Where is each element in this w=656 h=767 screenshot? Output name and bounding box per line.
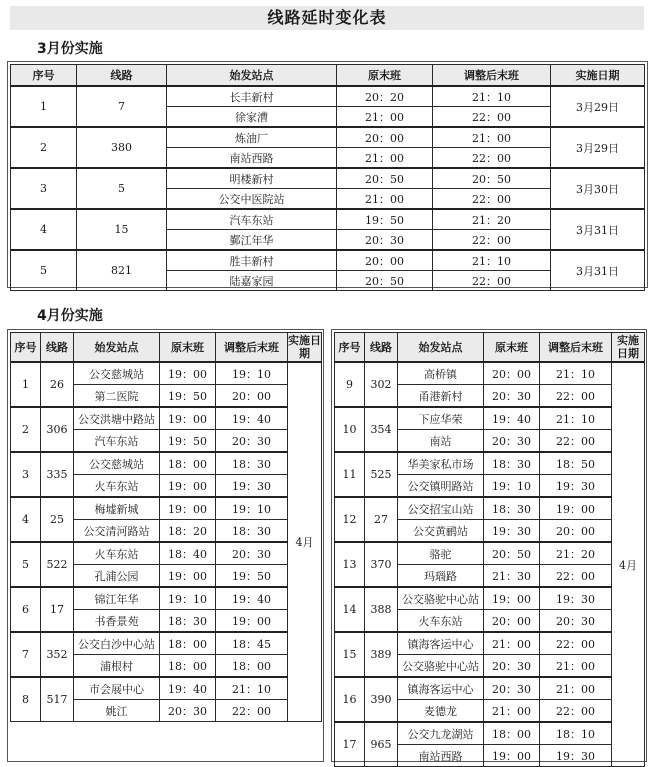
- march-section-label: 3月份实施: [37, 41, 103, 57]
- route-number: 7: [11, 632, 41, 677]
- origin-stop: 公交镇明路站: [398, 475, 484, 498]
- adjusted-last-bus: 18：10: [540, 722, 612, 745]
- header-date: 实施日期: [288, 334, 321, 360]
- origin-stop: 明楼新村: [167, 168, 337, 189]
- table-row: [11, 250, 645, 271]
- header-stop: 始发站点: [74, 333, 160, 363]
- route-number: 14: [335, 587, 365, 632]
- original-last-bus: 18：00: [160, 632, 216, 655]
- adjusted-last-bus: 21：00: [540, 655, 612, 678]
- adjusted-last-bus: 21：20: [540, 542, 612, 565]
- header-adj: 调整后末班: [216, 333, 288, 363]
- implementation-date: 3月31日: [551, 209, 645, 250]
- route-number: 1: [11, 362, 41, 407]
- origin-stop: 胜丰新村: [167, 250, 337, 271]
- original-last-bus: 20：30: [160, 700, 216, 722]
- origin-stop: 锦江年华: [74, 587, 160, 610]
- adjusted-last-bus: 21：10: [433, 250, 551, 271]
- table-row: [335, 677, 645, 700]
- implementation-date: 3月31日: [551, 250, 645, 291]
- origin-stop: 南站西路: [167, 148, 337, 169]
- adjusted-last-bus: 22：00: [540, 565, 612, 588]
- table-row: [335, 362, 645, 385]
- origin-stop: 公交中医院站: [167, 189, 337, 210]
- route-number: 5: [11, 542, 41, 587]
- line-number: 380: [77, 127, 167, 168]
- original-last-bus: 18：00: [160, 452, 216, 475]
- title-bar: [10, 6, 644, 30]
- adjusted-last-bus: 22：00: [540, 385, 612, 408]
- adjusted-last-bus: 20：30: [216, 430, 288, 453]
- original-last-bus: 20：50: [484, 542, 540, 565]
- adjusted-last-bus: 22：00: [433, 107, 551, 128]
- route-number: 3: [11, 452, 41, 497]
- adjusted-last-bus: 22：00: [540, 632, 612, 655]
- header-orig: 原末班: [337, 65, 433, 87]
- original-last-bus: 18：30: [484, 497, 540, 520]
- origin-stop: 公交清河路站: [74, 520, 160, 543]
- origin-stop: 火车东站: [398, 610, 484, 633]
- page-title: 线路延时变化表: [267, 8, 387, 27]
- line-number: 389: [365, 632, 398, 677]
- route-number: 11: [335, 452, 365, 497]
- adjusted-last-bus: 19：10: [216, 362, 288, 385]
- adjusted-last-bus: 20：00: [216, 385, 288, 408]
- original-last-bus: 20：00: [484, 362, 540, 385]
- original-last-bus: 19：50: [337, 209, 433, 230]
- table-row: [335, 722, 645, 745]
- adjusted-last-bus: 19：00: [540, 497, 612, 520]
- route-number: 12: [335, 497, 365, 542]
- origin-stop: 公交招宝山站: [398, 497, 484, 520]
- origin-stop: 公交黄鹂站: [398, 520, 484, 543]
- original-last-bus: 20：20: [337, 86, 433, 107]
- origin-stop: 高桥镇: [398, 362, 484, 385]
- origin-stop: 长丰新村: [167, 86, 337, 107]
- adjusted-last-bus: 22：00: [433, 189, 551, 210]
- table-row: [11, 587, 322, 610]
- route-number: 3: [11, 168, 77, 209]
- adjusted-last-bus: 22：00: [540, 700, 612, 723]
- header-orig: 原末班: [484, 333, 540, 363]
- original-last-bus: 18：00: [160, 655, 216, 678]
- header-line: 线路: [365, 333, 398, 363]
- adjusted-last-bus: 22：00: [540, 430, 612, 453]
- origin-stop: 陆嘉家园: [167, 271, 337, 291]
- line-number: 17: [41, 587, 74, 632]
- header-stop: 始发站点: [398, 333, 484, 363]
- header-adj: 调整后末班: [433, 65, 551, 87]
- original-last-bus: 19：50: [160, 385, 216, 408]
- line-number: 354: [365, 407, 398, 452]
- april-right-header-row: [335, 333, 645, 363]
- header-line: 线路: [41, 333, 74, 363]
- table-row: [11, 168, 645, 189]
- adjusted-last-bus: 18：50: [540, 452, 612, 475]
- route-number: 4: [11, 497, 41, 542]
- original-last-bus: 18：40: [160, 542, 216, 565]
- line-number: 27: [365, 497, 398, 542]
- original-last-bus: 21：00: [484, 632, 540, 655]
- adjusted-last-bus: 20：00: [540, 520, 612, 543]
- origin-stop: 公交骆驼中心站: [398, 655, 484, 678]
- header-no: 序号: [335, 333, 365, 363]
- implementation-date: 4月: [288, 362, 322, 722]
- line-number: 302: [365, 362, 398, 407]
- origin-stop: 公交白沙中心站: [74, 632, 160, 655]
- origin-stop: 浦根村: [74, 655, 160, 678]
- line-number: 335: [41, 452, 74, 497]
- original-last-bus: 18：30: [484, 452, 540, 475]
- adjusted-last-bus: 19：30: [540, 587, 612, 610]
- original-last-bus: 21：00: [337, 148, 433, 169]
- adjusted-last-bus: 21：10: [540, 362, 612, 385]
- table-row: [11, 452, 322, 475]
- original-last-bus: 19：10: [484, 475, 540, 498]
- line-number: 7: [77, 86, 167, 127]
- route-number: 10: [335, 407, 365, 452]
- implementation-date: 3月30日: [551, 168, 645, 209]
- route-number: 8: [11, 677, 41, 722]
- table-row: [11, 209, 645, 230]
- original-last-bus: 20：00: [337, 127, 433, 148]
- header-stop: 始发站点: [167, 65, 337, 87]
- origin-stop: 书香景苑: [74, 610, 160, 633]
- origin-stop: 市会展中心: [74, 677, 160, 700]
- line-number: 370: [365, 542, 398, 587]
- line-number: 15: [77, 209, 167, 250]
- route-number: 9: [335, 362, 365, 407]
- route-number: 4: [11, 209, 77, 250]
- route-number: 5: [11, 250, 77, 291]
- route-number: 2: [11, 127, 77, 168]
- line-number: 5: [77, 168, 167, 209]
- adjusted-last-bus: 20：30: [216, 542, 288, 565]
- route-number: 2: [11, 407, 41, 452]
- original-last-bus: 20：30: [484, 430, 540, 453]
- adjusted-last-bus: 18：00: [216, 655, 288, 678]
- adjusted-last-bus: 22：00: [433, 230, 551, 251]
- origin-stop: 公交慈城站: [74, 452, 160, 475]
- table-row: [11, 497, 322, 520]
- route-number: 13: [335, 542, 365, 587]
- adjusted-last-bus: 19：10: [216, 497, 288, 520]
- line-number: 25: [41, 497, 74, 542]
- route-number: 15: [335, 632, 365, 677]
- route-number: 17: [335, 722, 365, 767]
- header-adj: 调整后末班: [540, 333, 612, 363]
- table-row: [335, 407, 645, 430]
- origin-stop: 梅墟新城: [74, 497, 160, 520]
- adjusted-last-bus: 19：40: [216, 407, 288, 430]
- origin-stop: 下应华荣: [398, 407, 484, 430]
- origin-stop: 南站: [398, 430, 484, 453]
- origin-stop: 玛瑙路: [398, 565, 484, 588]
- adjusted-last-bus: 21：10: [216, 677, 288, 700]
- original-last-bus: 19：00: [160, 475, 216, 498]
- line-number: 26: [41, 362, 74, 407]
- line-number: 390: [365, 677, 398, 722]
- march-table: [10, 64, 645, 291]
- april-section-label: 4月份实施: [37, 308, 103, 324]
- table-row: [11, 407, 322, 430]
- header-line: 线路: [77, 65, 167, 87]
- origin-stop: 第二医院: [74, 385, 160, 408]
- original-last-bus: 21：30: [484, 565, 540, 588]
- original-last-bus: 19：00: [484, 745, 540, 767]
- implementation-date: 4月: [612, 362, 645, 767]
- implementation-date: 3月29日: [551, 86, 645, 127]
- table-row: [11, 362, 322, 385]
- line-number: 388: [365, 587, 398, 632]
- origin-stop: 华美家私市场: [398, 452, 484, 475]
- origin-stop: 炼油厂: [167, 127, 337, 148]
- header-orig: 原末班: [160, 333, 216, 363]
- original-last-bus: 20：30: [484, 677, 540, 700]
- adjusted-last-bus: 18：30: [216, 520, 288, 543]
- original-last-bus: 18：20: [160, 520, 216, 543]
- original-last-bus: 20：30: [484, 385, 540, 408]
- original-last-bus: 19：50: [160, 430, 216, 453]
- adjusted-last-bus: 22：00: [433, 271, 551, 291]
- header-no: 序号: [11, 65, 77, 87]
- original-last-bus: 20：50: [337, 168, 433, 189]
- table-row: [335, 497, 645, 520]
- header-no: 序号: [11, 333, 41, 363]
- adjusted-last-bus: 21：20: [433, 209, 551, 230]
- adjusted-last-bus: 19：40: [216, 587, 288, 610]
- adjusted-last-bus: 21：10: [540, 407, 612, 430]
- original-last-bus: 19：00: [160, 362, 216, 385]
- original-last-bus: 19：10: [160, 587, 216, 610]
- line-number: 517: [41, 677, 74, 722]
- origin-stop: 骆驼: [398, 542, 484, 565]
- original-last-bus: 20：30: [484, 655, 540, 678]
- original-last-bus: 20：50: [337, 271, 433, 291]
- header-date: 实施日期: [551, 65, 645, 87]
- original-last-bus: 21：00: [337, 189, 433, 210]
- adjusted-last-bus: 18：30: [216, 452, 288, 475]
- original-last-bus: 20：30: [337, 230, 433, 251]
- adjusted-last-bus: 22：00: [216, 700, 288, 722]
- adjusted-last-bus: 21：00: [433, 127, 551, 148]
- march-header-row: [11, 65, 645, 87]
- original-last-bus: 18：00: [484, 722, 540, 745]
- original-last-bus: 19：40: [484, 407, 540, 430]
- adjusted-last-bus: 19：50: [216, 565, 288, 588]
- origin-stop: 甬港新村: [398, 385, 484, 408]
- original-last-bus: 20：00: [484, 610, 540, 633]
- original-last-bus: 19：00: [160, 407, 216, 430]
- adjusted-last-bus: 19：30: [540, 475, 612, 498]
- line-number: 306: [41, 407, 74, 452]
- original-last-bus: 21：00: [484, 700, 540, 723]
- origin-stop: 孔浦公园: [74, 565, 160, 588]
- route-number: 1: [11, 86, 77, 127]
- original-last-bus: 20：00: [337, 250, 433, 271]
- original-last-bus: 19：00: [484, 587, 540, 610]
- table-row: [335, 587, 645, 610]
- april-left-table: [10, 332, 322, 722]
- table-row: [11, 677, 322, 700]
- route-number: 16: [335, 677, 365, 722]
- table-row: [11, 86, 645, 107]
- table-row: [11, 542, 322, 565]
- origin-stop: 公交洪塘中路站: [74, 407, 160, 430]
- adjusted-last-bus: 20：50: [433, 168, 551, 189]
- original-last-bus: 21：00: [337, 107, 433, 128]
- table-row: [335, 632, 645, 655]
- route-number: 6: [11, 587, 41, 632]
- line-number: 821: [77, 250, 167, 291]
- adjusted-last-bus: 21：10: [433, 86, 551, 107]
- origin-stop: 南站西路: [398, 745, 484, 767]
- adjusted-last-bus: 19：30: [216, 475, 288, 498]
- origin-stop: 汽车东站: [167, 209, 337, 230]
- line-number: 522: [41, 542, 74, 587]
- table-row: [335, 542, 645, 565]
- origin-stop: 姚江: [74, 700, 160, 722]
- origin-stop: 鄞江年华: [167, 230, 337, 251]
- header-date: 实施日期: [612, 333, 645, 363]
- origin-stop: 公交慈城站: [74, 362, 160, 385]
- original-last-bus: 19：00: [160, 565, 216, 588]
- adjusted-last-bus: 18：45: [216, 632, 288, 655]
- adjusted-last-bus: 21：00: [540, 677, 612, 700]
- table-row: [11, 632, 322, 655]
- origin-stop: 公交九龙湖站: [398, 722, 484, 745]
- implementation-date: 3月29日: [551, 127, 645, 168]
- original-last-bus: 19：30: [484, 520, 540, 543]
- origin-stop: 公交骆驼中心站: [398, 587, 484, 610]
- original-last-bus: 18：30: [160, 610, 216, 633]
- table-row: [11, 127, 645, 148]
- april-right-table: [334, 332, 645, 767]
- line-number: 352: [41, 632, 74, 677]
- origin-stop: 镇海客运中心: [398, 677, 484, 700]
- adjusted-last-bus: 19：30: [540, 745, 612, 767]
- line-number: 965: [365, 722, 398, 767]
- table-row: [335, 452, 645, 475]
- origin-stop: 镇海客运中心: [398, 632, 484, 655]
- origin-stop: 汽车东站: [74, 430, 160, 453]
- april-left-header-row: [11, 333, 322, 363]
- origin-stop: 徐家漕: [167, 107, 337, 128]
- line-number: 525: [365, 452, 398, 497]
- origin-stop: 火车东站: [74, 475, 160, 498]
- adjusted-last-bus: 22：00: [433, 148, 551, 169]
- adjusted-last-bus: 20：30: [540, 610, 612, 633]
- origin-stop: 麦德龙: [398, 700, 484, 723]
- original-last-bus: 19：40: [160, 677, 216, 700]
- adjusted-last-bus: 19：00: [216, 610, 288, 633]
- original-last-bus: 19：00: [160, 497, 216, 520]
- origin-stop: 火车东站: [74, 542, 160, 565]
